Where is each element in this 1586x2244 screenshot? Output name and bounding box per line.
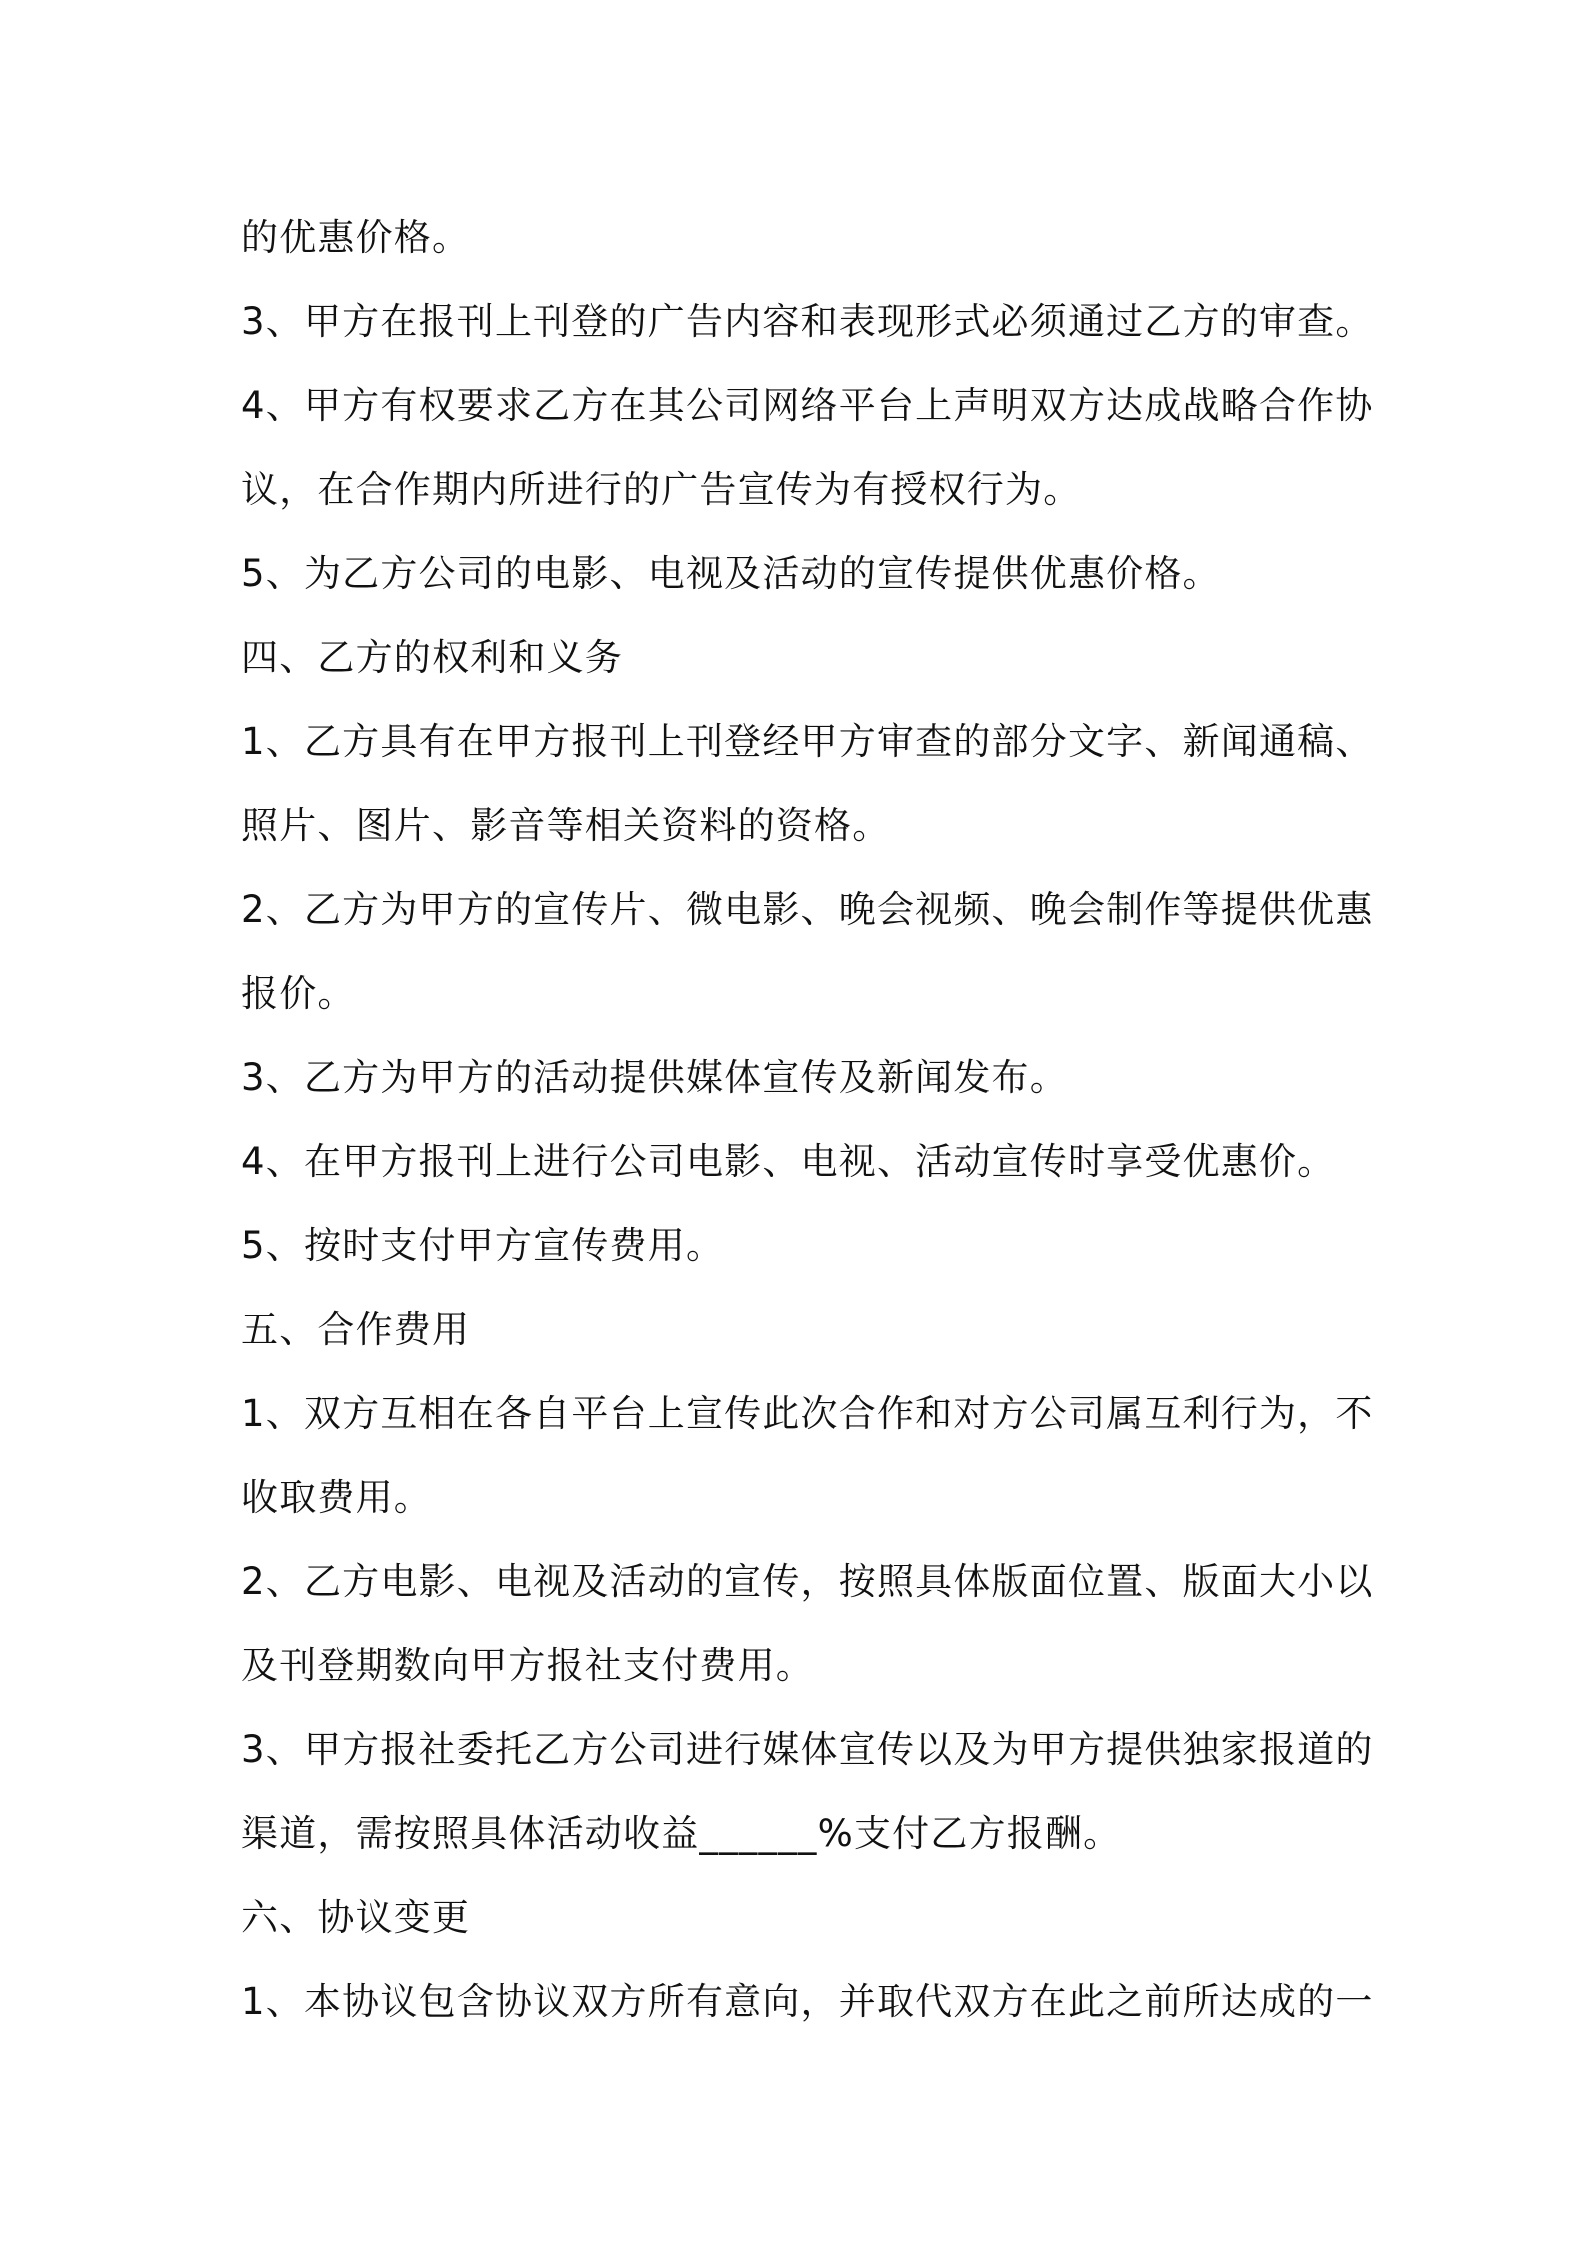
document-body xyxy=(241,196,1374,2044)
text-line: 议，在合作期内所进行的广告宣传为有授权行为。 xyxy=(241,468,1082,511)
text-line: 报价。 xyxy=(241,972,356,1015)
text-line: 1、乙方具有在甲方报刊上刊登经甲方审查的部分文字、新闻通稿、 xyxy=(241,720,1374,763)
text-line: 照片、图片、影音等相关资料的资格。 xyxy=(241,804,891,847)
section-heading: 四、乙方的权利和义务 xyxy=(241,636,623,679)
text-line: 收取费用。 xyxy=(241,1476,432,1519)
text-line: 的优惠价格。 xyxy=(241,216,471,259)
text-line: 3、甲方报社委托乙方公司进行媒体宣传以及为甲方提供独家报道的 xyxy=(241,1728,1374,1771)
text-line: 2、乙方电影、电视及活动的宣传，按照具体版面位置、版面大小以 xyxy=(241,1560,1374,1603)
text-line: 5、按时支付甲方宣传费用。 xyxy=(241,1224,725,1267)
text-line: 渠道，需按照具体活动收益______%支付乙方报酬。 xyxy=(241,1812,1122,1855)
text-line: 5、为乙方公司的电影、电视及活动的宣传提供优惠价格。 xyxy=(241,552,1221,595)
section-heading: 五、合作费用 xyxy=(241,1308,471,1351)
text-line: 4、在甲方报刊上进行公司电影、电视、活动宣传时享受优惠价。 xyxy=(241,1140,1336,1183)
text-line: 1、本协议包含协议双方所有意向，并取代双方在此之前所达成的一 xyxy=(241,1980,1374,2023)
text-line: 3、乙方为甲方的活动提供媒体宣传及新闻发布。 xyxy=(241,1056,1068,1099)
text-line: 3、甲方在报刊上刊登的广告内容和表现形式必须通过乙方的审查。 xyxy=(241,300,1374,343)
section-heading: 六、协议变更 xyxy=(241,1896,471,1939)
text-line: 及刊登期数向甲方报社支付费用。 xyxy=(241,1644,814,1687)
text-line: 2、乙方为甲方的宣传片、微电影、晚会视频、晚会制作等提供优惠 xyxy=(241,888,1374,931)
text-line: 4、甲方有权要求乙方在其公司网络平台上声明双方达成战略合作协 xyxy=(241,384,1374,427)
text-line: 1、双方互相在各自平台上宣传此次合作和对方公司属互利行为，不 xyxy=(241,1392,1374,1435)
